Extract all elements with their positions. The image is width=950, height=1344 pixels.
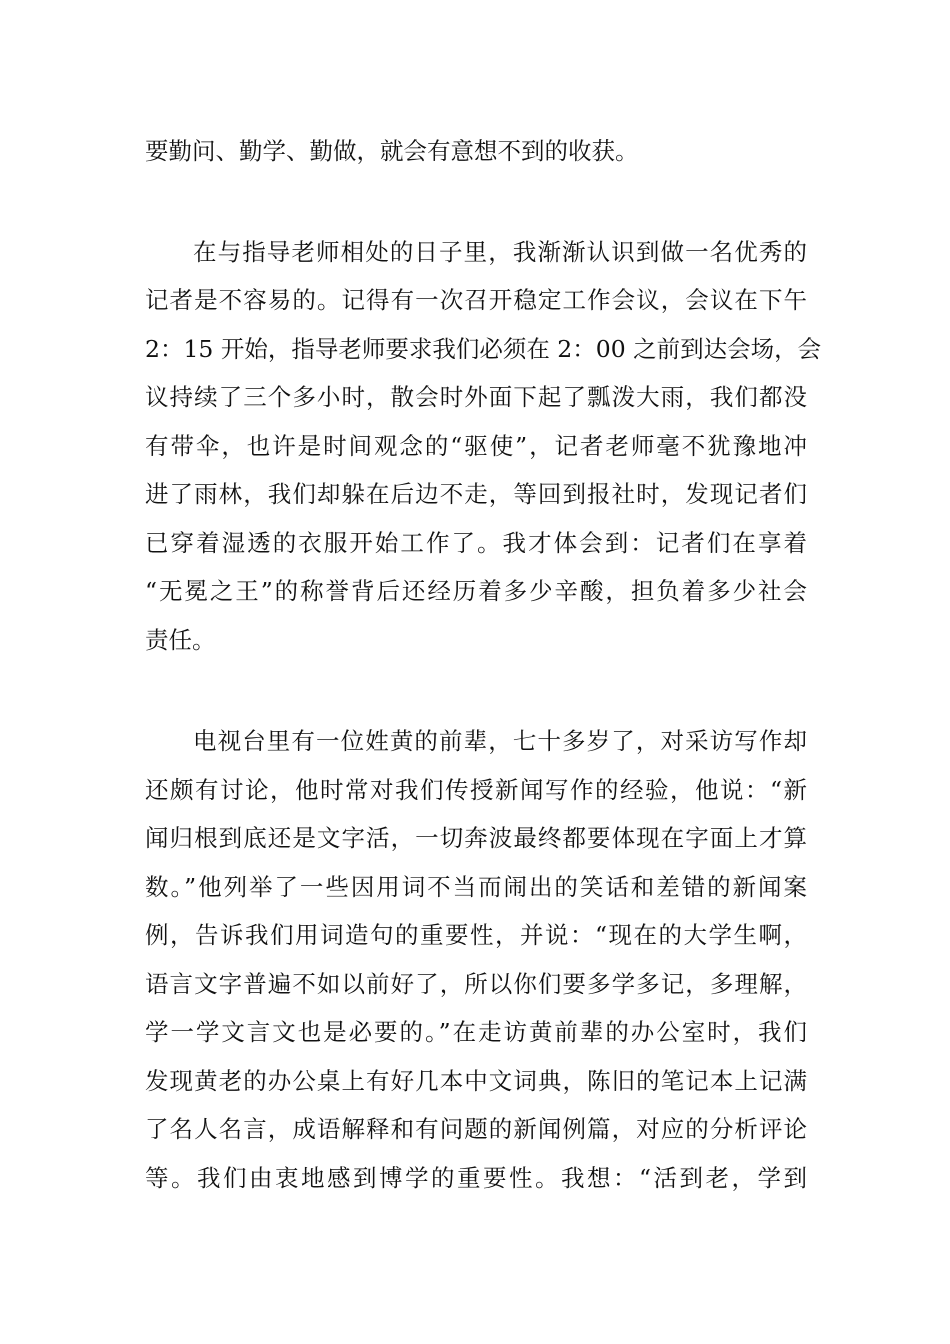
text-line: 例，告诉我们用词造句的重要性，并说：“现在的大学生啊， (145, 921, 807, 949)
text-line: 议持续了三个多小时，散会时外面下起了瓢泼大雨，我们都没 (145, 383, 807, 411)
text-line: 有带伞，也许是时间观念的“驱使”，记者老师毫不犹豫地冲 (145, 432, 807, 460)
text-line: 2：15 开始，指导老师要求我们必须在 2：00 之前到达会场，会 (145, 335, 822, 363)
text-line: 已穿着湿透的衣服开始工作了。我才体会到：记者们在享着 (145, 529, 807, 557)
text-line: 在与指导老师相处的日子里，我渐渐认识到做一名优秀的 (193, 238, 807, 266)
text-line: 记者是不容易的。记得有一次召开稳定工作会议，会议在下午 (145, 286, 807, 314)
text-line: 数。”他列举了一些因用词不当而闹出的笑话和差错的新闻案 (145, 873, 807, 901)
text-line: 等。我们由衷地感到博学的重要性。我想：“活到老，学到 (145, 1164, 807, 1192)
text-line: “无冕之王”的称誉背后还经历着多少辛酸，担负着多少社会 (145, 577, 807, 605)
text-line: 语言文字普遍不如以前好了，所以你们要多学多记，多理解， (145, 970, 807, 998)
text-line: 了名人名言，成语解释和有问题的新闻例篇，对应的分析评论 (145, 1115, 807, 1143)
text-line: 要勤问、勤学、勤做，就会有意想不到的收获。 (145, 137, 639, 165)
text-line: 责任。 (145, 626, 216, 654)
text-line: 发现黄老的办公桌上有好几本中文词典，陈旧的笔记本上记满 (145, 1067, 807, 1095)
text-line: 进了雨林，我们却躲在后边不走，等回到报社时，发现记者们 (145, 480, 807, 508)
text-line: 电视台里有一位姓黄的前辈，七十多岁了，对采访写作却 (193, 727, 807, 755)
text-line: 学一学文言文也是必要的。”在走访黄前辈的办公室时，我们 (145, 1018, 807, 1046)
text-line: 闻归根到底还是文字活，一切奔波最终都要体现在字面上才算 (145, 824, 807, 852)
text-line: 还颇有讨论，他时常对我们传授新闻写作的经验，他说：“新 (145, 776, 807, 804)
